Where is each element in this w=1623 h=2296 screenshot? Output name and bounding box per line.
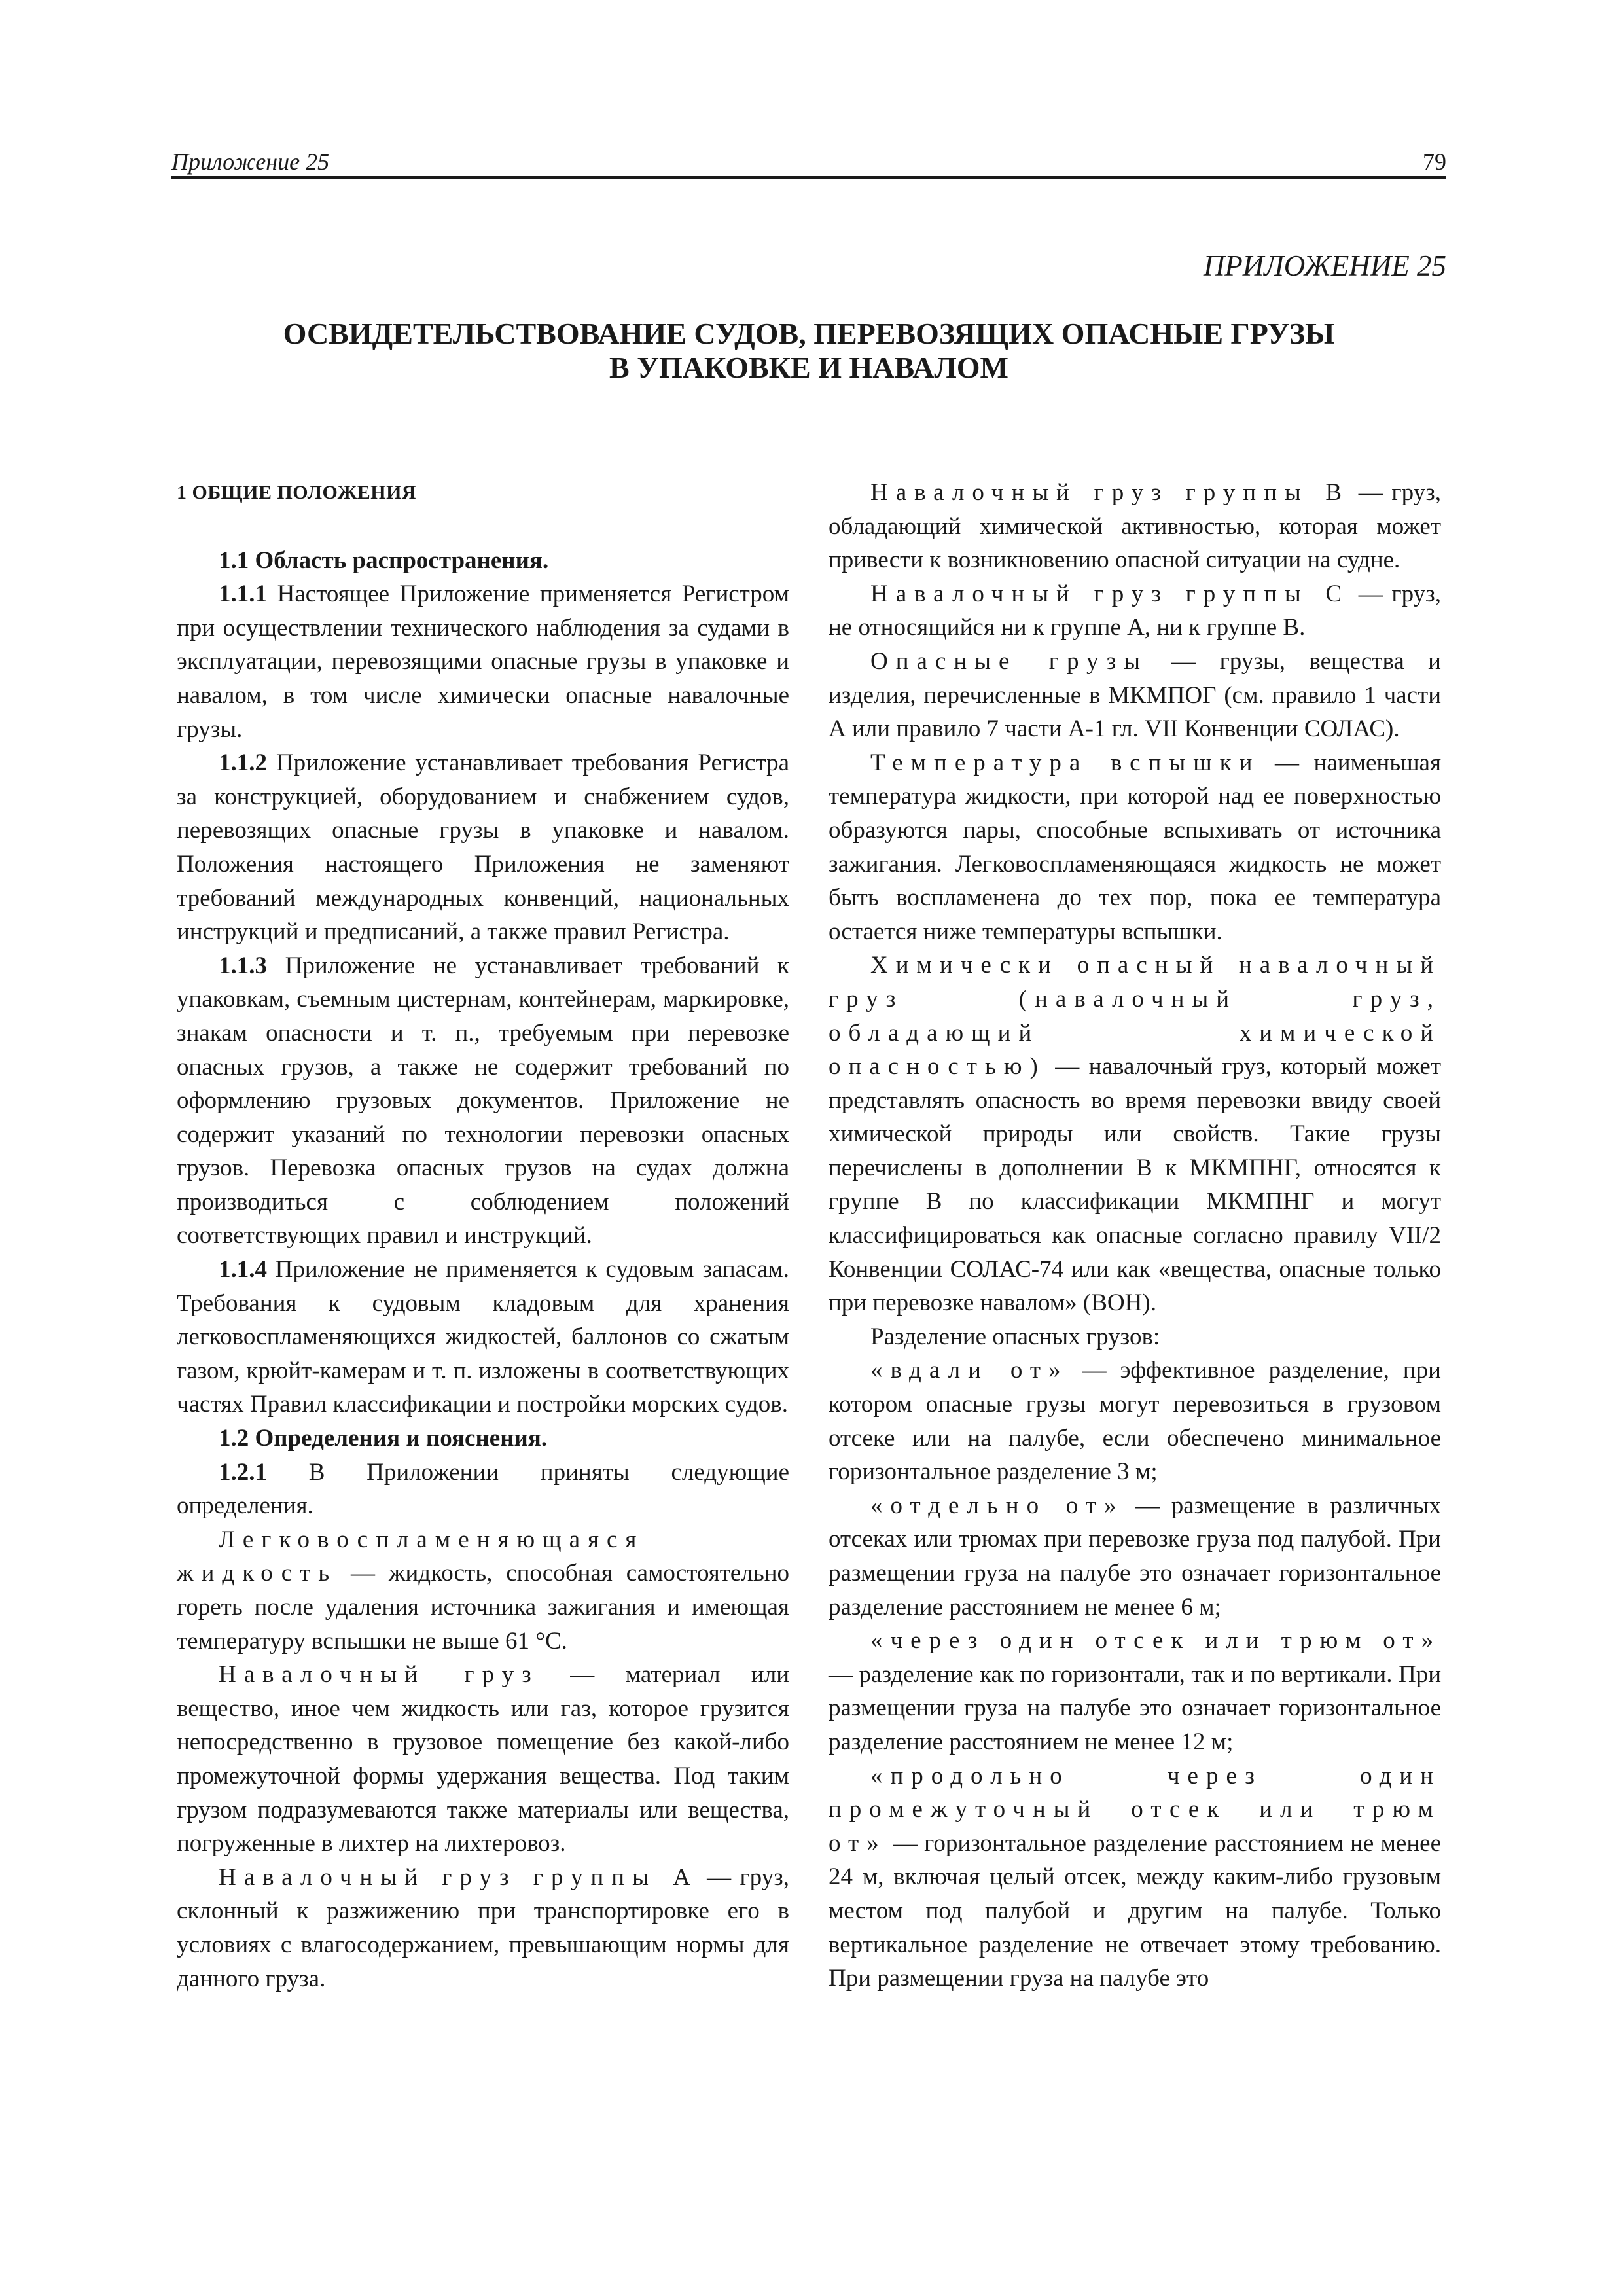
segregation-separated-from bbox=[829, 1489, 1441, 1624]
clause-number: 1.1.2 bbox=[219, 749, 267, 777]
definition-group-b bbox=[829, 476, 1441, 577]
defined-term: Навалочный груз группы А bbox=[219, 1863, 698, 1891]
defined-term: «через один отсек или трюм от» bbox=[870, 1627, 1441, 1655]
appendix-label: ПРИЛОЖЕНИЕ 25 bbox=[1203, 249, 1446, 282]
right-column bbox=[829, 476, 1441, 1996]
left-column bbox=[177, 476, 789, 1996]
running-title: Приложение 25 bbox=[171, 149, 330, 175]
definition-chemical-hazard-cargo bbox=[829, 948, 1441, 1320]
definition-text: — груз, склонный к разжижению при транспортировке его в условиях с влагосодержанием, превышающим нормы для данного груза. bbox=[177, 1863, 790, 1992]
clause-number: 1.2.1 bbox=[219, 1458, 267, 1486]
defined-term: Температура вспышки bbox=[870, 749, 1260, 776]
paragraph-1-1-1 bbox=[177, 577, 789, 746]
segregation-intro: Разделение опасных грузов: bbox=[870, 1323, 1160, 1350]
defined-term: «вдали от» bbox=[870, 1357, 1069, 1384]
header-rule bbox=[171, 176, 1446, 179]
clause-number: 1.1.1 bbox=[219, 581, 267, 608]
segregation-complete-compartment bbox=[829, 1624, 1441, 1759]
defined-term: Легковоспламеняющаяся жидкость bbox=[177, 1526, 645, 1587]
definition-text: — эффективное разделение, при котором опасные грузы могут перевозиться в грузовом отсеке или на палубе, если обеспечено минимальное горизонтальное разделение 3 м; bbox=[829, 1357, 1441, 1486]
paragraph-1-2-1 bbox=[177, 1456, 789, 1523]
definition-text: — груз, не относящийся ни к группе А, ни к группе В. bbox=[829, 580, 1441, 641]
definition-text: — наименьшая температура жидкости, при которой над ее поверхностью образуются пары, способные вспыхивать от источника зажигания. Легковоспламеняющаяся жидкость не может быть воспламенена до тех пор, пока ее температура остается ниже температуры вспышки. bbox=[829, 749, 1441, 945]
definition-dangerous-goods bbox=[829, 645, 1441, 746]
defined-term: Навалочный груз группы В bbox=[870, 479, 1350, 506]
definition-group-c bbox=[829, 577, 1441, 645]
segregation-away-from bbox=[829, 1354, 1441, 1488]
segregation-longitudinal bbox=[829, 1759, 1441, 1996]
document-title-line-2: В УПАКОВКЕ И НАВАЛОМ bbox=[609, 351, 1008, 384]
paragraph-text: Приложение не применяется к судовым запасам. Требования к судовым кладовым для хранения легковоспламеняющихся жидкостей, баллонов со сжатым газом, крюйт-камерам и т. п. изложены в соответствующих частях Правил классификации и постройки морских судов. bbox=[177, 1256, 789, 1418]
document-title-line-1: ОСВИДЕТЕЛЬСТВОВАНИЕ СУДОВ, ПЕРЕВОЗЯЩИХ ОПАСНЫЕ ГРУЗЫ bbox=[283, 317, 1335, 350]
running-header bbox=[171, 145, 1446, 178]
paragraph-1-1-4 bbox=[177, 1253, 789, 1422]
definition-text: — навалочный груз, который может представлять опасность во время перевозки ввиду своей химической природы или свойств. Такие грузы перечислены в дополнении В к МКМПНГ, относятся к группе В по классификации МКМПНГ и могут классифицироваться как опасные согласно правилу VII/2 Конвенции СОЛАС-74 или как «вещества, опасные только при перевозке навалом» (ВОН). bbox=[829, 1053, 1441, 1317]
definition-text: — грузы, вещества и изделия, перечисленные в МКМПОГ (см. правило 1 части А или правило 7 части А-1 гл. VII Конвенции СОЛАС). bbox=[829, 647, 1441, 743]
page-number: 79 bbox=[1423, 149, 1446, 175]
definition-text: — материал или вещество, иное чем жидкость или газ, которое грузится непосредственно в грузовое помещение без какой-либо промежуточной формы удержания вещества. Под таким грузом подразумеваются также материалы или вещества, погруженные в лихтер на лихтеровоз. bbox=[177, 1661, 789, 1857]
definition-text: — горизонтальное разделение расстоянием не менее 24 м, включая целый отсек, между каким-либо грузовым местом под палубой и другим на палубе. Только вертикальное разделение не отвечает этому требованию. При размещении груза на палубе это bbox=[829, 1829, 1441, 1992]
clause-number: 1.1.4 bbox=[219, 1256, 267, 1283]
definition-text: — размещение в различных отсеках или трюмах при перевозке груза под палубой. При размещении груза на палубе это означает горизонтальное разделение расстоянием не менее 6 м; bbox=[829, 1492, 1441, 1621]
defined-term: «продольно через один промежуточный отсек или трюм от» bbox=[829, 1762, 1441, 1857]
subsection-heading-1-1: 1.1 Область распространения. bbox=[219, 547, 549, 574]
document-title bbox=[171, 317, 1446, 385]
definition-flash-point bbox=[829, 746, 1441, 949]
definition-bulk-cargo bbox=[177, 1658, 789, 1861]
defined-term: Опасные грузы bbox=[870, 647, 1148, 675]
defined-term: Навалочный груз группы С bbox=[870, 580, 1350, 607]
definition-flammable-liquid bbox=[177, 1523, 789, 1658]
section-heading: 1 ОБЩИЕ ПОЛОЖЕНИЯ bbox=[177, 482, 417, 503]
subsection-heading-1-2: 1.2 Определения и пояснения. bbox=[219, 1425, 548, 1452]
definition-text: — груз, обладающий химической активностью, которая может привести к возникновению опасной ситуации на судне. bbox=[829, 479, 1441, 574]
defined-term: Навалочный груз bbox=[219, 1661, 539, 1689]
paragraph-text: В Приложении приняты следующие определения. bbox=[177, 1458, 789, 1520]
definition-text: — жидкость, способная самостоятельно гореть после удаления источника зажигания и имеющая температуру вспышки не выше 61 °С. bbox=[177, 1560, 789, 1655]
paragraph-text: Настоящее Приложение применяется Регистром при осуществлении технического наблюдения за судами в эксплуатации, перевозящими опасные грузы в упаковке и навалом, в том числе химически опасные навалочные грузы. bbox=[177, 581, 789, 743]
clause-number: 1.1.3 bbox=[219, 952, 267, 979]
definition-text: — разделение как по горизонтали, так и по вертикали. При размещении груза на палубе это означает горизонтальное разделение расстоянием не менее 12 м; bbox=[829, 1660, 1441, 1755]
paragraph-1-1-2 bbox=[177, 746, 789, 949]
defined-term: «отдельно от» bbox=[870, 1492, 1124, 1519]
paragraph-text: Приложение устанавливает требования Регистра за конструкцией, оборудованием и снабжением судов, перевозящих опасные грузы в упаковке и навалом. Положения настоящего Приложения не заменяют требований международных конвенций, национальных инструкций и предписаний, а также правил Регистра. bbox=[177, 749, 789, 946]
defined-term: Химически опасный навалочный груз (навалочный груз, обладающий химической опасностью) bbox=[829, 952, 1441, 1081]
paragraph-text: Приложение не устанавливает требований к упаковкам, съемным цистернам, контейнерам, маркировке, знакам опасности и т. п., требуемым при перевозке опасных грузов, а также не содержит требований по оформлению грузовых документов. Приложение не содержит указаний по технологии перевозки опасных грузов. Перевозка опасных грузов на судах должна производиться с соблюдением положений соответствующих правил и инструкций. bbox=[177, 952, 789, 1249]
definition-group-a bbox=[177, 1861, 789, 1996]
paragraph-1-1-3 bbox=[177, 949, 789, 1253]
